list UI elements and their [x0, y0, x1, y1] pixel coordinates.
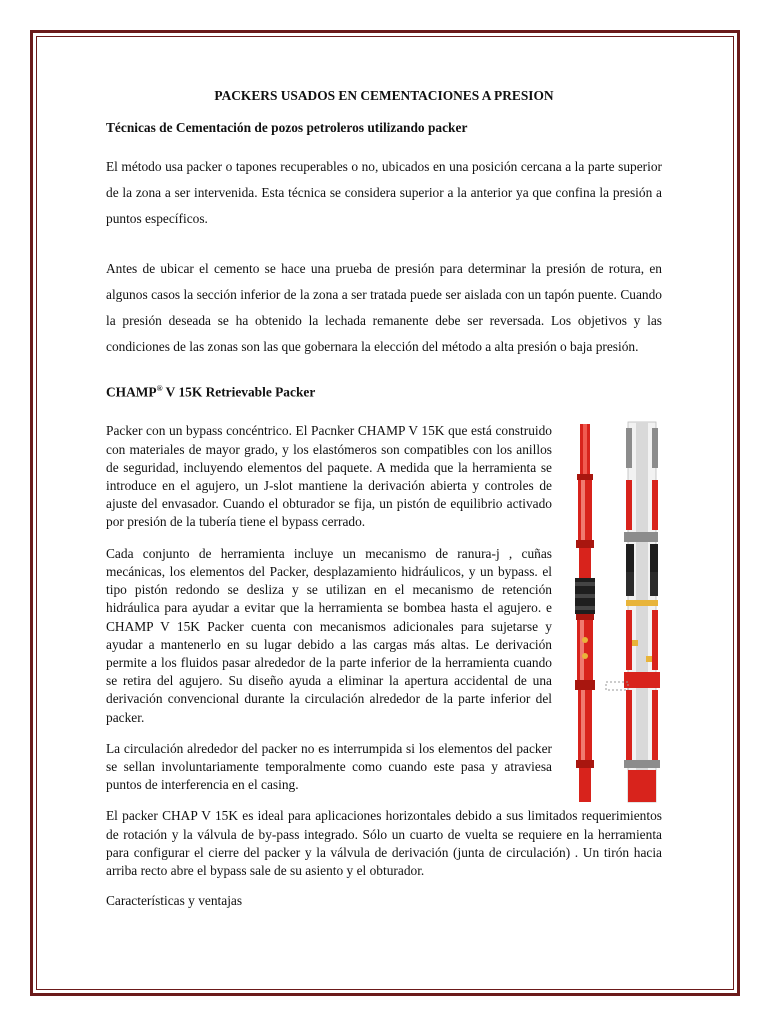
- section-heading-brand: CHAMP: [106, 384, 157, 400]
- paragraph-pressure-test: Antes de ubicar el cemento se hace una prueba de presión para determinar la presión de rotura, en algunos casos la sección inferior de la zona a ser tratada puede ser aislada con un tapón puente. Cuando la presión deseada se ha obtenido la lechada remanente debe ser reversada. Los objetivos y las condiciones de las zonas son las que gobernara la elección del método a alta presión o baja presión.: [106, 261, 662, 354]
- paragraph-horizontal-applications: El packer CHAP V 15K es ideal para aplicaciones horizontales debido a sus limitados requerimientos de rotación y la válvula de by-pass integrado. Sólo un cuarto de vuelta se requiere en la herramienta para configurar el cierre del packer y la válvula de derivación (junta de circulación) . Un tirón hacia arriba recto abre el bypass sale de su asiento y el obturador.: [106, 808, 662, 878]
- paragraph-intro: El método usa packer o tapones recuperables o no, ubicados en una posición cercana a la parte superior de la zona a ser intervenida. Esta técnica se considera superior a la anterior ya que confina la presión a puntos específicos.: [106, 159, 662, 226]
- packer-cutaway-illustration: [606, 422, 660, 802]
- paragraph-circulation: La circulación alrededor del packer no es interrumpida si los elementos del packer se sellan involuntariamente temporalmente como cuando este pasa y atraviesa puntos de interferencia en el casing.: [106, 740, 552, 793]
- packer-text-column: [106, 422, 552, 794]
- packer-tool-illustration: [566, 420, 666, 805]
- closing-section: [106, 807, 662, 910]
- packer-section: [106, 422, 662, 794]
- document-subtitle: Técnicas de Cementación de pozos petroleros utilizando packer: [106, 120, 468, 135]
- packer-exterior-illustration: [575, 424, 595, 802]
- document-title: PACKERS USADOS EN CEMENTACIONES A PRESION: [214, 88, 554, 103]
- section-heading: [106, 384, 662, 400]
- paragraph-features-heading: Características y ventajas: [106, 893, 243, 909]
- paragraph-tool-assembly: Cada conjunto de herramienta incluye un mecanismo de ranura-j , cuñas mecánicas, los elementos del Packer, desplazamiento hidráulicos, y un bypass. el tipo pistón redondo se desliza y se utilizan en el mecanismo de retención hidráulica para ayudar a evitar que la herramienta se bombea hasta el agujero. e CHAMP V 15K Packer cuenta con mecanismos adicionales para sujetarse y ayudar a mantenerlo en su lugar debido a las cargas más altas. Le derivación permite a los fluidos pasar alrededor de la parte inferior de la herramienta cuando se retira del agujero. Su diseño ayuda a eliminar la apertura accidental de una derivación convencional durante la circulación alrededor de la parte inferior del packer.: [106, 545, 552, 725]
- registered-mark: ®: [156, 384, 163, 393]
- document-body: [106, 88, 662, 922]
- section-heading-rest: V 15K Retrievable Packer: [162, 384, 316, 400]
- paragraph-packer-description: Packer con un bypass concéntrico. El Pacnker CHAMP V 15K que está construido con materiales de mayor grado, y los elastómeros son compatibles con los anillos de seguridad, incluyendo elementos del paquete. A medida que la herramienta se introduce en el agujero, un J-slot mantiene la derivación abierta y controles de ajuste del envasador. Cuando el obturador se fija, un pistón de equilibrio activado por presión de la tubería tiene el bypass cerrado.: [106, 423, 552, 530]
